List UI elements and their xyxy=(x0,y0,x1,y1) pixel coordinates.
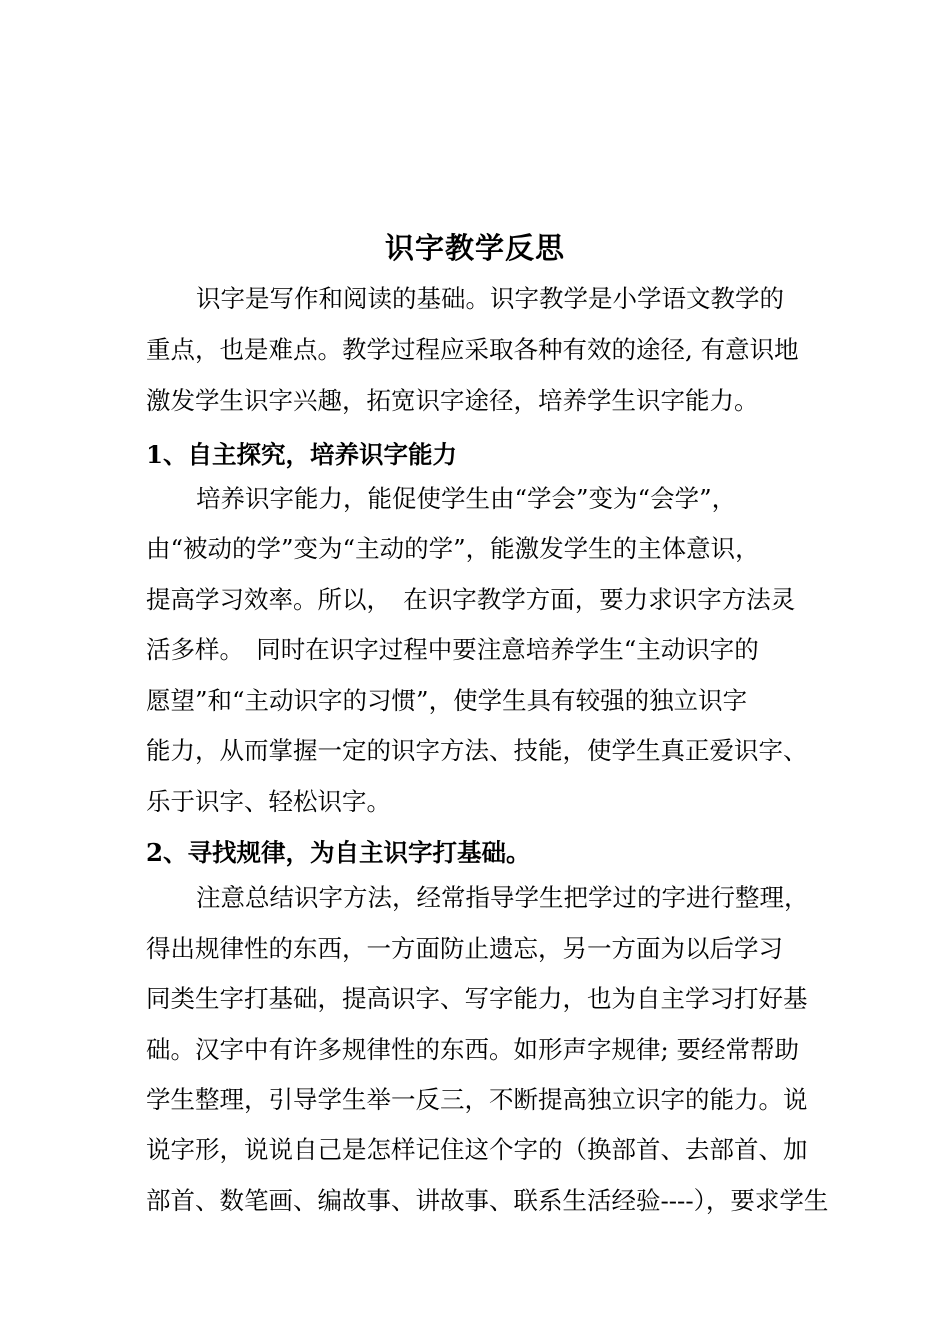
paragraph-2-line-5: 愿望”和“主动识字的习惯”，使学生具有较强的独立识字 xyxy=(146,686,748,715)
paragraph-2-line-3: 提高学习效率。所以， 在识字教学方面，要力求识字方法灵 xyxy=(146,585,796,614)
paragraph-2-line-7: 乐于识字、轻松识字。 xyxy=(146,787,391,816)
paragraph-1-line-3: 激发学生识字兴趣，拓宽识字途径，培养学生识字能力。 xyxy=(146,386,759,415)
paragraph-2-line-1: 培养识字能力，能促使学生由“学会”变为“会学”， xyxy=(196,484,737,513)
paragraph-1-line-2: 重点，也是难点。教学过程应采取各种有效的途径, 有意识地 xyxy=(146,335,799,364)
paragraph-3-line-1: 注意总结识字方法，经常指导学生把学过的字进行整理， xyxy=(196,883,809,912)
paragraph-3-line-7: 部首、数笔画、编故事、讲故事、联系生活经验----），要求学生 xyxy=(146,1186,829,1215)
section-heading-2: 2、寻找规律，为自主识字打基础。 xyxy=(146,838,531,867)
paragraph-3-line-2: 得出规律性的东西，一方面防止遗忘，另一方面为以后学习 xyxy=(146,934,783,963)
paragraph-3-line-4: 础。汉字中有许多规律性的东西。如形声字规律; 要经常帮助 xyxy=(146,1035,800,1064)
paragraph-2-line-6: 能力，从而掌握一定的识字方法、技能，使学生真正爱识字、 xyxy=(146,736,808,765)
document-title: 识字教学反思 xyxy=(384,231,565,265)
paragraph-3-line-5: 学生整理，引导学生举一反三，不断提高独立识字的能力。说 xyxy=(146,1085,808,1114)
paragraph-1-line-1: 识字是写作和阅读的基础。识字教学是小学语文教学的 xyxy=(196,284,784,313)
paragraph-3-line-3: 同类生字打基础，提高识字、写字能力，也为自主学习打好基 xyxy=(146,984,808,1013)
paragraph-2-line-4: 活多样。 同时在识字过程中要注意培养学生“主动识字的 xyxy=(146,635,759,664)
paragraph-3-line-6: 说字形，说说自己是怎样记住这个字的（换部首、去部首、加 xyxy=(146,1135,808,1164)
paragraph-2-line-2: 由“被动的学”变为“主动的学”，能激发学生的主体意识， xyxy=(146,534,760,563)
section-heading-1: 1、自主探究，培养识字能力 xyxy=(146,440,458,469)
